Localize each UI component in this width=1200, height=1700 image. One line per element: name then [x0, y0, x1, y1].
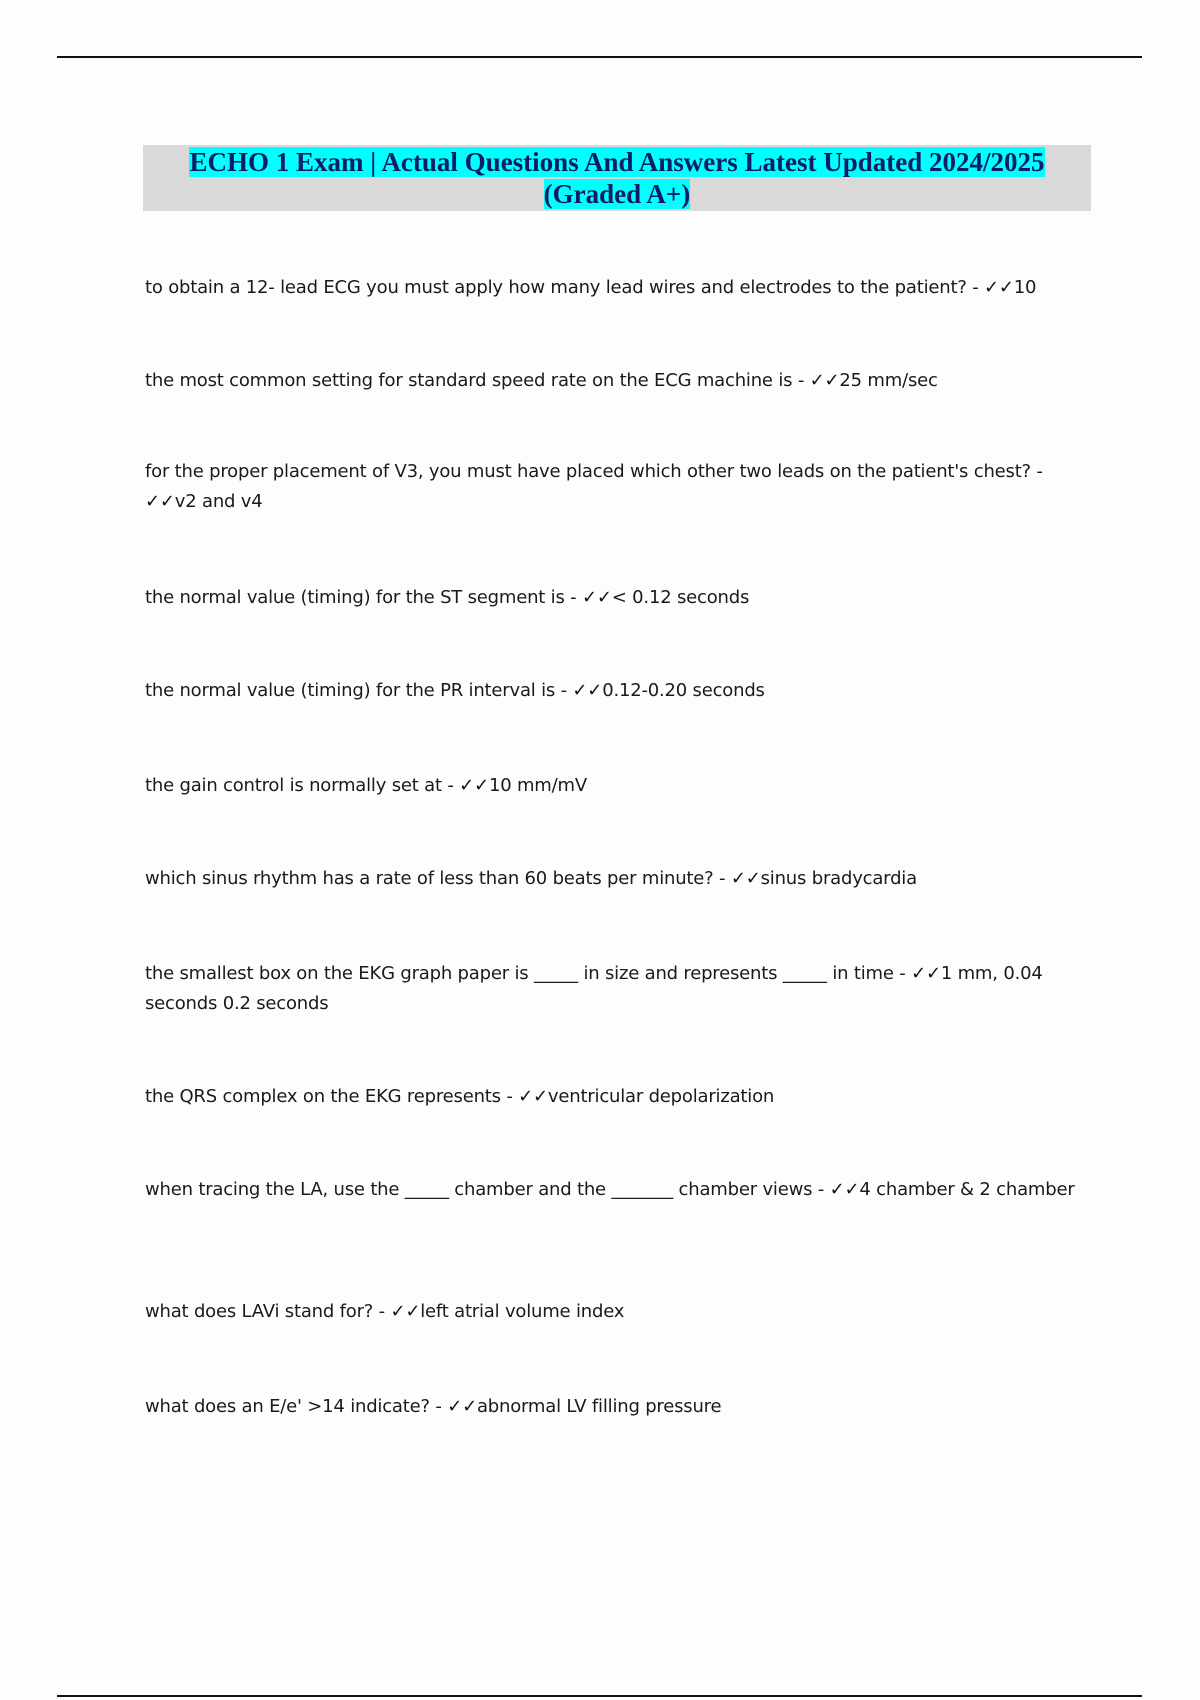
answer-text: 0.12-0.20 seconds [602, 680, 765, 701]
answer-text: abnormal LV filling pressure [476, 1396, 722, 1417]
answer-text: 25 mm/sec [839, 370, 938, 391]
qa-item [145, 959, 1075, 1019]
answer-text: v2 and v4 [174, 491, 263, 512]
question-text: when tracing the LA, use the _____ chamber and the _______ chamber views - [145, 1179, 830, 1200]
check-icon: ✓✓ [447, 1396, 477, 1417]
answer-text: 1 mm, 0.04 seconds 0.2 seconds [145, 963, 1043, 1014]
check-icon: ✓✓ [145, 491, 175, 512]
check-icon: ✓✓ [829, 1179, 860, 1200]
check-icon: ✓✓ [459, 775, 489, 796]
check-icon: ✓✓ [984, 277, 1014, 298]
question-text: what does LAVi stand for? - [145, 1301, 391, 1322]
footer-rule [57, 1695, 1142, 1697]
check-icon: ✓✓ [582, 587, 612, 608]
title-line-2: (Graded A+) [543, 179, 691, 209]
answer-text: sinus bradycardia [760, 868, 917, 889]
qa-item [145, 583, 1075, 613]
question-text: the smallest box on the EKG graph paper is _____ in size and represents _____ in time - [145, 963, 912, 984]
answer-text: 4 chamber & 2 chamber [859, 1179, 1075, 1200]
answer-text: ventricular depolarization [547, 1086, 775, 1107]
question-text: the gain control is normally set at - [145, 775, 460, 796]
qa-item [145, 366, 1075, 396]
question-text: the normal value (timing) for the PR interval is - [145, 680, 573, 701]
question-text: for the proper placement of V3, you must have placed which other two leads on the patient's chest? - [145, 461, 1043, 482]
header-rule [57, 56, 1142, 58]
title-line-1: ECHO 1 Exam | Actual Questions And Answers Latest Updated 2024/2025 [189, 147, 1045, 177]
qa-item [145, 1297, 1075, 1327]
qa-item [145, 771, 1075, 801]
question-text: which sinus rhythm has a rate of less than 60 beats per minute? - [145, 868, 731, 889]
question-text: to obtain a 12- lead ECG you must apply how many lead wires and electrodes to the patient? - [145, 277, 985, 298]
check-icon: ✓✓ [390, 1301, 421, 1322]
check-icon: ✓✓ [518, 1086, 548, 1107]
answer-text: 10 mm/mV [488, 775, 587, 796]
question-text: the QRS complex on the EKG represents - [145, 1086, 519, 1107]
document-title [143, 145, 1091, 211]
qa-item [145, 864, 1075, 894]
check-icon: ✓✓ [572, 680, 603, 701]
qa-item [145, 1175, 1075, 1205]
question-text: what does an E/e' >14 indicate? - [145, 1396, 448, 1417]
qa-item [145, 1392, 1075, 1422]
qa-item [145, 457, 1075, 517]
check-icon: ✓✓ [809, 370, 840, 391]
question-text: the most common setting for standard speed rate on the ECG machine is - [145, 370, 810, 391]
qa-item [145, 273, 1075, 303]
check-icon: ✓✓ [911, 963, 941, 984]
check-icon: ✓✓ [730, 868, 761, 889]
question-text: the normal value (timing) for the ST segment is - [145, 587, 583, 608]
qa-item [145, 1082, 1075, 1112]
qa-item [145, 676, 1075, 706]
answer-text: < 0.12 seconds [611, 587, 750, 608]
answer-text: 10 [1013, 277, 1037, 298]
answer-text: left atrial volume index [420, 1301, 625, 1322]
